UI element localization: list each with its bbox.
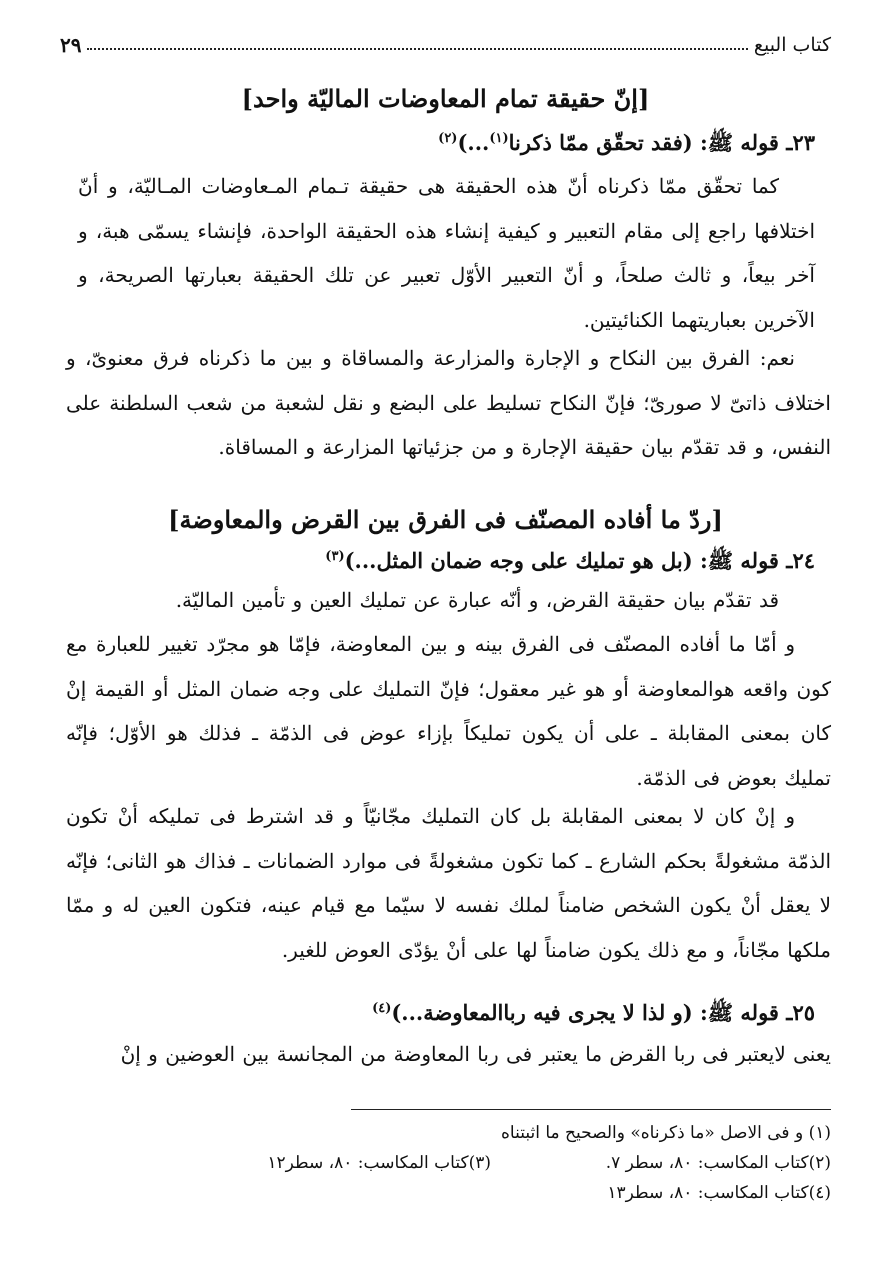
footnote-1 bbox=[60, 1118, 831, 1148]
section-heading-1: [إنّ حقيقة تمام المعاوضات الماليّة واحد] bbox=[241, 84, 650, 113]
footnote-1-text: (١) و فى الاصل «ما ذكرناه» والصحيح ما اثبتناه bbox=[501, 1123, 831, 1143]
item-25-label bbox=[372, 1000, 815, 1031]
section-heading-2: [ردّ ما أفاده المصنّف فى الفرق بين القرض والمعاوضة] bbox=[168, 505, 723, 534]
footnotes bbox=[60, 1118, 831, 1208]
item-23-text: ٢٣ـ قوله ﷺ: (فقد تحقّق ممّا ذكرنا bbox=[508, 130, 815, 155]
paragraph-23-1: كما تحقّق ممّا ذكرناه أنّ هذه الحقيقة هى حقيقة تـمام المـعاوضات المـاليّة، و أنّ اختلافها راجع إلى مقام التعبير و كيفية إنشاء هذه الحقيقة الواحدة، فإنشاء يسمّى هبة، و آخر بيعاً، و ثالث صلحاً، و أنّ التعبير الأوّل تعبير عن تلك الحقيقة بعبارتها الصريحة، و الآخرين بعباريتهما الكنائيتين. bbox=[78, 174, 815, 332]
item-25-text: ٢٥ـ قوله ﷺ: (و لذا لا يجرى فيه رباالمعاوضة...) bbox=[391, 1000, 815, 1025]
item-23-label bbox=[438, 130, 815, 161]
leader-dots bbox=[87, 48, 747, 50]
item-24-label bbox=[325, 548, 815, 579]
footnote-mark-3: (٣) bbox=[325, 549, 345, 564]
paragraph-24-3: و إنْ كان لا بمعنى المقابلة بل كان التمليك مجّانيّاً و قد اشترط فى تمليكه أنْ تكون الذمّة مشغولةً بحكم الشارع ـ كما تكون مشغولةً فى موارد الضمانات ـ فذاك هو الثانى؛ فإنّه لا يعقل أنْ يكون الشخص ضامناً لملك نفسه لا سيّما مع قيام عينه، فتكون العين له و ممّا ملكها مجّاناً، و مع ذلك يكون ضامناً لها على أنْ يؤدّى العوض للغير. bbox=[66, 804, 831, 962]
item-24-text: ٢٤ـ قوله ﷺ: (بل هو تمليك على وجه ضمان المثل...) bbox=[344, 548, 815, 573]
book-title: كتاب البيع bbox=[753, 34, 831, 56]
footnote-mark-4: (٤) bbox=[372, 1001, 392, 1016]
page-number: ٢٩ bbox=[60, 33, 82, 57]
paragraph-24-2: و أمّا ما أفاده المصنّف فى الفرق بينه و بين المعاوضة، فإمّا هو مجرّد تغيير للعبارة مع كون واقعه هوالمعاوضة أو هو غير معقول؛ فإنّ التمليك على وجه ضمان المثل أو القيمة إنْ كان بمعنى المقابلة ـ على أن يكون تمليكاً بإزاء عوض فى الذمّة ـ فذلك هو الأوّل؛ فإنّه تمليك بعوض فى الذمّة. bbox=[66, 632, 831, 790]
footnote-3-text: (٣)كتاب المكاسب: ٨٠، سطر١٢ bbox=[267, 1153, 491, 1173]
paragraph-25-1: يعنى لايعتبر فى ربا القرض ما يعتبر فى ربا المعاوضة من المجانسة بين العوضين و إنْ bbox=[120, 1042, 831, 1066]
paragraph-24-1: قد تقدّم بيان حقيقة القرض، و أنّه عبارة عن تمليك العين و تأمين الماليّة. bbox=[175, 588, 779, 612]
footnote-2-text: (٢)كتاب المكاسب: ٨٠، سطر ٧. bbox=[605, 1153, 831, 1173]
footnote-mark-1: (١) bbox=[489, 131, 509, 146]
footnote-rule bbox=[351, 1109, 831, 1110]
footnote-mark-2: (٢) bbox=[438, 131, 458, 146]
item-23-tail: ...) bbox=[457, 130, 490, 155]
paragraph-23-2: نعم: الفرق بين النكاح و الإجارة والمزارعة والمساقاة و بين ما ذكرناه فرق معنوىّ، و اختلاف ذاتىّ لا صورىّ؛ فإنّ النكاح تسليط على البضع و نقل لشعبة من شعب السلطنة على النفس، و قد تقدّم بيان حقيقة الإجارة و من جزئياتها المزارعة و المساقاة. bbox=[66, 346, 831, 459]
footnote-4-text: (٤)كتاب المكاسب: ٨٠، سطر١٣ bbox=[607, 1183, 831, 1203]
footnote-row-2-3 bbox=[60, 1148, 831, 1178]
footnote-4 bbox=[60, 1178, 831, 1208]
running-head bbox=[60, 28, 831, 62]
